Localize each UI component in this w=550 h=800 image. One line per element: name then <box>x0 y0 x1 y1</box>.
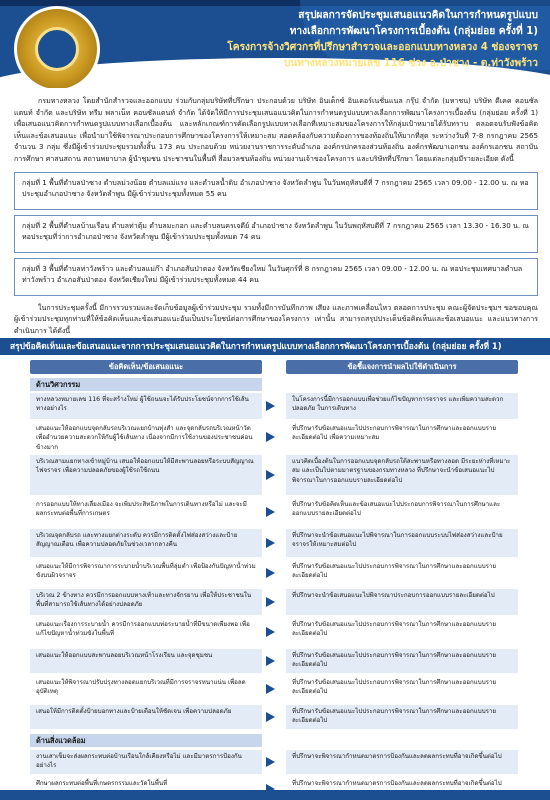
header-banner <box>0 0 550 88</box>
response-cell: ที่ปรึกษารับข้อเสนอแนะไปประกอบการพิจารณาในการศึกษาและออกแบบรายละเอียดต่อไป <box>292 621 497 638</box>
arrow-right-icon <box>266 627 275 637</box>
title-line-2: ทางเลือกการพัฒนาโครงการเบื้องต้น (กลุ่มย่อย ครั้งที่ 1) <box>289 26 538 37</box>
response-cell: ที่ปรึกษารับข้อเสนอแนะไปประกอบการพิจารณาในการศึกษาและออกแบบรายละเอียดต่อไป <box>286 649 518 673</box>
section-title-bar: สรุปข้อคิดเห็นและข้อเสนอแนะจากการประชุมเสนอแนวคิดในการกำหนดรูปแบบทางเลือกการพัฒนาโครงการเบื้องต้น (กลุ่มย่อย ครั้งที่ 1) <box>0 338 550 355</box>
comment-cell: บริเวณจุดกลับรถ และทางแยกต่างระดับ ควรมีการติดตั้งไฟส่องสว่างและป้ายสัญญาณเตือน เพื่อความปลอดภัยในช่วงเวลากลางคืน <box>30 529 262 557</box>
response-cell: ที่ปรึกษารับข้อคิดเห็นและข้อเสนอแนะไปประกอบการพิจารณาในการศึกษาและออกแบบรายละเอียดต่อไป <box>292 501 501 518</box>
arrow-right-icon <box>266 401 275 411</box>
response-cell: แนวคิดเบื้องต้นในการออกแบบจุดกลับรถใต้สะพานหรือทางลอด มีระยะห่างที่เหมาะสม และเป็นไปตามมาตรฐานของกรมทางหลวง ที่ปรึกษาจะนำข้อเสนอแนะไปพิจารณาในการออกแบบรายละเอียดต่อไป <box>286 455 518 495</box>
response-cell: ที่ปรึกษาจะพิจารณากำหนดมาตรการป้องกันและลดผลกระทบที่อาจเกิดขึ้นต่อไป <box>286 750 518 774</box>
comment-cell: การออกแบบให้ทางเลี่ยงเมือง จะเพิ่มประสิทธิภาพในการเดินทางหรือไม่ และจะมีผลกระทบต่อพื้นที่การเกษตร <box>36 501 247 518</box>
comment-cell: เสนอแนะให้ออกแบบสะพานลอยบริเวณหน้าโรงเรียน และจุดชุมชน <box>30 649 262 673</box>
column-header-responses: ข้อชี้แจงการนำผลไปใช้ดำเนินการ <box>286 360 518 374</box>
arrow-right-icon <box>266 656 275 666</box>
comment-cell: เสนอแนะเรื่องการระบายน้ำ ควรมีการออกแบบท่อระบายน้ำที่มีขนาดเพียงพอ เพื่อแก้ไขปัญหาน้ำท่วมขังในพื้นที่ <box>36 621 250 638</box>
department-logo-icon <box>14 6 100 88</box>
response-cell: ที่ปรึกษารับข้อเสนอแนะไปประกอบการพิจารณาในการศึกษาและออกแบบรายละเอียดต่อไป <box>286 705 518 729</box>
group-1-box: กลุ่มที่ 1 พื้นที่ตำบลป่าซาง ตำบลม่วงน้อย ตำบลแม่แรง และตำบลน้ำดิบ อำเภอป่าซาง จังหวัดลำพูน ในวันพฤหัสบดีที่ 7 กรกฎาคม 2565 เวลา 09.00 - 12.00 น. ณ หอประชุมอำเภอป่าซาง จังหวัดลำพูน มีผู้เข้าร่วมประชุมทั้งหมด 55 คน <box>14 172 538 210</box>
footer-bar <box>0 790 550 800</box>
title-line-1: สรุปผลการจัดประชุมเสนอแนวคิดในการกำหนดรูปแบบ <box>298 10 538 21</box>
title-line-3: โครงการจ้างวิศวกรที่ปรึกษาสำรวจและออกแบบทางหลวง 4 ช่องจราจร <box>227 42 538 53</box>
arrow-right-icon <box>266 684 275 694</box>
arrow-right-icon <box>266 568 275 578</box>
response-cell: ที่ปรึกษาจะนำข้อเสนอแนะไปพิจารณาในการออกแบบระบบไฟส่องสว่างและป้ายจราจรให้เหมาะสมต่อไป <box>286 529 518 557</box>
comment-cell: ทางหลวงหมายเลข 116 ที่จะสร้างใหม่ ผู้ใช้ถนนจะได้รับประโยชน์จากการใช้เส้นทางอย่างไร <box>30 393 262 419</box>
comment-cell: เสนอให้มีการติดตั้งป้ายบอกทางและป้ายเตือนให้ชัดเจน เพื่อความปลอดภัย <box>30 705 262 729</box>
column-header-comments: ข้อคิดเห็น/ข้อเสนอแนะ <box>30 360 262 374</box>
arrow-right-icon <box>266 432 275 442</box>
title-line-4: บนทางหลวงหมายเลข 116 ช่วง อ.ป่าซาง - ต.ท่าวังพร้าว <box>283 58 538 69</box>
response-cell: ที่ปรึกษาจะพิจารณากำหนดมาตรการป้องกันและลดผลกระทบที่อาจเกิดขึ้นต่อไป <box>292 780 502 787</box>
comment-cell: เสนอแนะให้มีการพิจารณาการระบายน้ำบริเวณพื้นที่ลุ่มต่ำ เพื่อป้องกันปัญหาน้ำท่วมขังบนผิวจราจร <box>36 563 256 580</box>
arrow-right-icon <box>266 470 275 480</box>
response-cell: ที่ปรึกษารับข้อเสนอแนะไปประกอบการพิจารณาในการศึกษาและออกแบบรายละเอียดต่อไป <box>292 679 497 696</box>
category-environment: ด้านสิ่งแวดล้อม <box>30 734 262 747</box>
summary-paragraph: ในการประชุมครั้งนี้ มีการรวบรวมและจัดเก็บข้อมูลผู้เข้าร่วมประชุม รวมทั้งมีการบันทึกภาพ เสียง และภาพเคลื่อนไหว ตลอดการประชุม คณะผู้จัดประชุมฯ ขอขอบคุณผู้เข้าร่วมประชุมทุกท่านที่ให้ข้อคิดเห็นและข้อเสนอแนะอันเป็นประโยชน์ต่อการศึกษาของโครงการ เท่านั้น สามารถสรุปประเด็นข้อคิดเห็นและข้อเสนอแนะ และแนวทางการดำเนินการ ได้ดังนี้ <box>14 303 538 335</box>
arrow-right-icon <box>266 757 275 767</box>
comment-cell: งานเสาเข็มจะส่งผลกระทบต่อบ้านเรือนใกล้เคียงหรือไม่ และมีมาตรการป้องกันอย่างไร <box>30 750 262 774</box>
intro-paragraph: กรมทางหลวง โดยสำนักสำรวจและออกแบบ ร่วมกับกลุ่มบริษัทที่ปรึกษา ประกอบด้วย บริษัท อินเด็กซ์ อินเตอร์เนชั่นแนล กรุ๊ป จำกัด (มหาชน) บริษัท ดีเคค คอนซัลแตนท์ จำกัด และบริษัท ทรีม พลาเน็ท คอนซัลแตนท์ จำกัด ได้จัดให้มีการประชุมเสนอแนวคิดในการกำหนดรูปแบบทางเลือกการพัฒนาโครงการเบื้องต้น (กลุ่มย่อย ครั้งที่ 1) เพื่อเสนอแนวคิดการกำหนดรูปแบบทางเลือกเบื้องต้น และหลักเกณฑ์การคัดเลือกรูปแบบทางเลือกที่เหมาะสมของโครงการให้กลุ่มเป้าหมายได้รับทราบ ตลอดจนรับฟังข้อคิดเห็นและข้อเสนอแนะ เพื่อนำมาใช้พิจารณาประกอบการศึกษาของโครงการให้เหมาะสม สอดคล้องกับความต้องการของท้องถิ่นให้มากที่สุด ระหว่างวันที่ 7-8 กรกฎาคม 2565 จำนวน 3 กลุ่ม ซึ่งมีผู้เข้าร่วมประชุมรวมทั้งสิ้น 173 คน ประกอบด้วย หน่วยงานราชการระดับอำเภอ องค์กรปกครองส่วนท้องถิ่น องค์กรพัฒนาเอกชน องค์กรเอกชน สถาบันการศึกษา ศาสนสถาน สถานพยาบาล ผู้นำชุมชน ประชาชนในพื้นที่ สื่อมวลชนท้องถิ่น หน่วยงานเจ้าของโครงการ และบริษัทที่ปรึกษา โดยแต่ละกลุ่มมีรายละเอียด ดังนี้ <box>14 96 538 163</box>
arrow-right-icon <box>266 712 275 722</box>
arrow-right-icon <box>266 507 275 517</box>
arrow-right-icon <box>266 538 275 548</box>
comment-cell: เสนอแนะให้ออกแบบจุดกลับรถบริเวณแยกบ้านทุ่งสำ และจุดกลับรถบริเวณหน้าวัด เพื่ออำนวยความสะดวกให้กับผู้ใช้เส้นทาง เนื่องจากมีการใช้งานของประชาชนค่อนข้างมาก <box>36 425 253 451</box>
group-3-box: กลุ่มที่ 3 พื้นที่ตำบลท่าวังพร้าว และตำบลแม่ก๊า อำเภอสันป่าตอง จังหวัดเชียงใหม่ ในวันศุกร์ที่ 8 กรกฎาคม 2565 เวลา 09.00 - 12.00 น. ณ หอประชุมเทศบาลตำบลท่าวังพร้าว อำเภอสันป่าตอง จังหวัดเชียงใหม่ มีผู้เข้าร่วมประชุมทั้งหมด 44 คน <box>14 258 538 296</box>
response-cell: ในโครงการนี้มีการออกแบบเพื่อช่วยแก้ไขปัญหาการจราจร และเพิ่มความสะดวก ปลอดภัย ในการเดินทาง <box>286 393 518 419</box>
comment-cell: เสนอแนะให้พิจารณาปรับปรุงทางลอดแยกบริเวณที่มีการจราจรหนาแน่น เพื่อลดอุบัติเหตุ <box>36 679 246 696</box>
arrow-right-icon <box>266 597 275 607</box>
page-title <box>118 8 538 72</box>
response-cell: ที่ปรึกษาจะนำข้อเสนอแนะไปพิจารณาประกอบการออกแบบรายละเอียดต่อไป <box>286 589 518 615</box>
response-cell: ที่ปรึกษารับข้อเสนอแนะไปประกอบการพิจารณาในการศึกษาและออกแบบรายละเอียดต่อไป เพื่อความเหมาะสม <box>292 425 497 442</box>
comment-cell: ศึกษาผลกระทบต่อพื้นที่เกษตรกรรมและวัดในพื้นที่ <box>36 780 168 787</box>
response-cell: ที่ปรึกษารับข้อเสนอแนะไปประกอบการพิจารณาในการศึกษาและออกแบบรายละเอียดต่อไป <box>292 563 497 580</box>
group-2-box: กลุ่มที่ 2 พื้นที่ตำบลบ้านเรือน ตำบลท่าตุ้ม ตำบลมะกอก และตำบลนครเจดีย์ อำเภอป่าซาง จังหวัดลำพูน ในวันพฤหัสบดีที่ 7 กรกฎาคม 2565 เวลา 13.30 - 16.30 น. ณ หอประชุมที่ว่าการอำเภอป่าซาง จังหวัดลำพูน มีผู้เข้าร่วมประชุมทั้งหมด 74 คน <box>14 215 538 253</box>
comment-cell: บริเวณ 2 ข้างทาง ควรมีการออกแบบทางเท้าและทางจักรยาน เพื่อให้ประชาชนในพื้นที่สามารถใช้เส้นทางได้อย่างปลอดภัย <box>30 589 262 615</box>
comment-cell: บริเวณสามแยกทางเข้าหมู่บ้าน เสนอให้ออกแบบให้มีสะพานลอยหรือระบบสัญญาณไฟจราจร เพื่อความปลอดภัยของผู้ใช้รถใช้ถนน <box>30 455 262 495</box>
category-engineering: ด้านวิศวกรรม <box>30 378 262 391</box>
